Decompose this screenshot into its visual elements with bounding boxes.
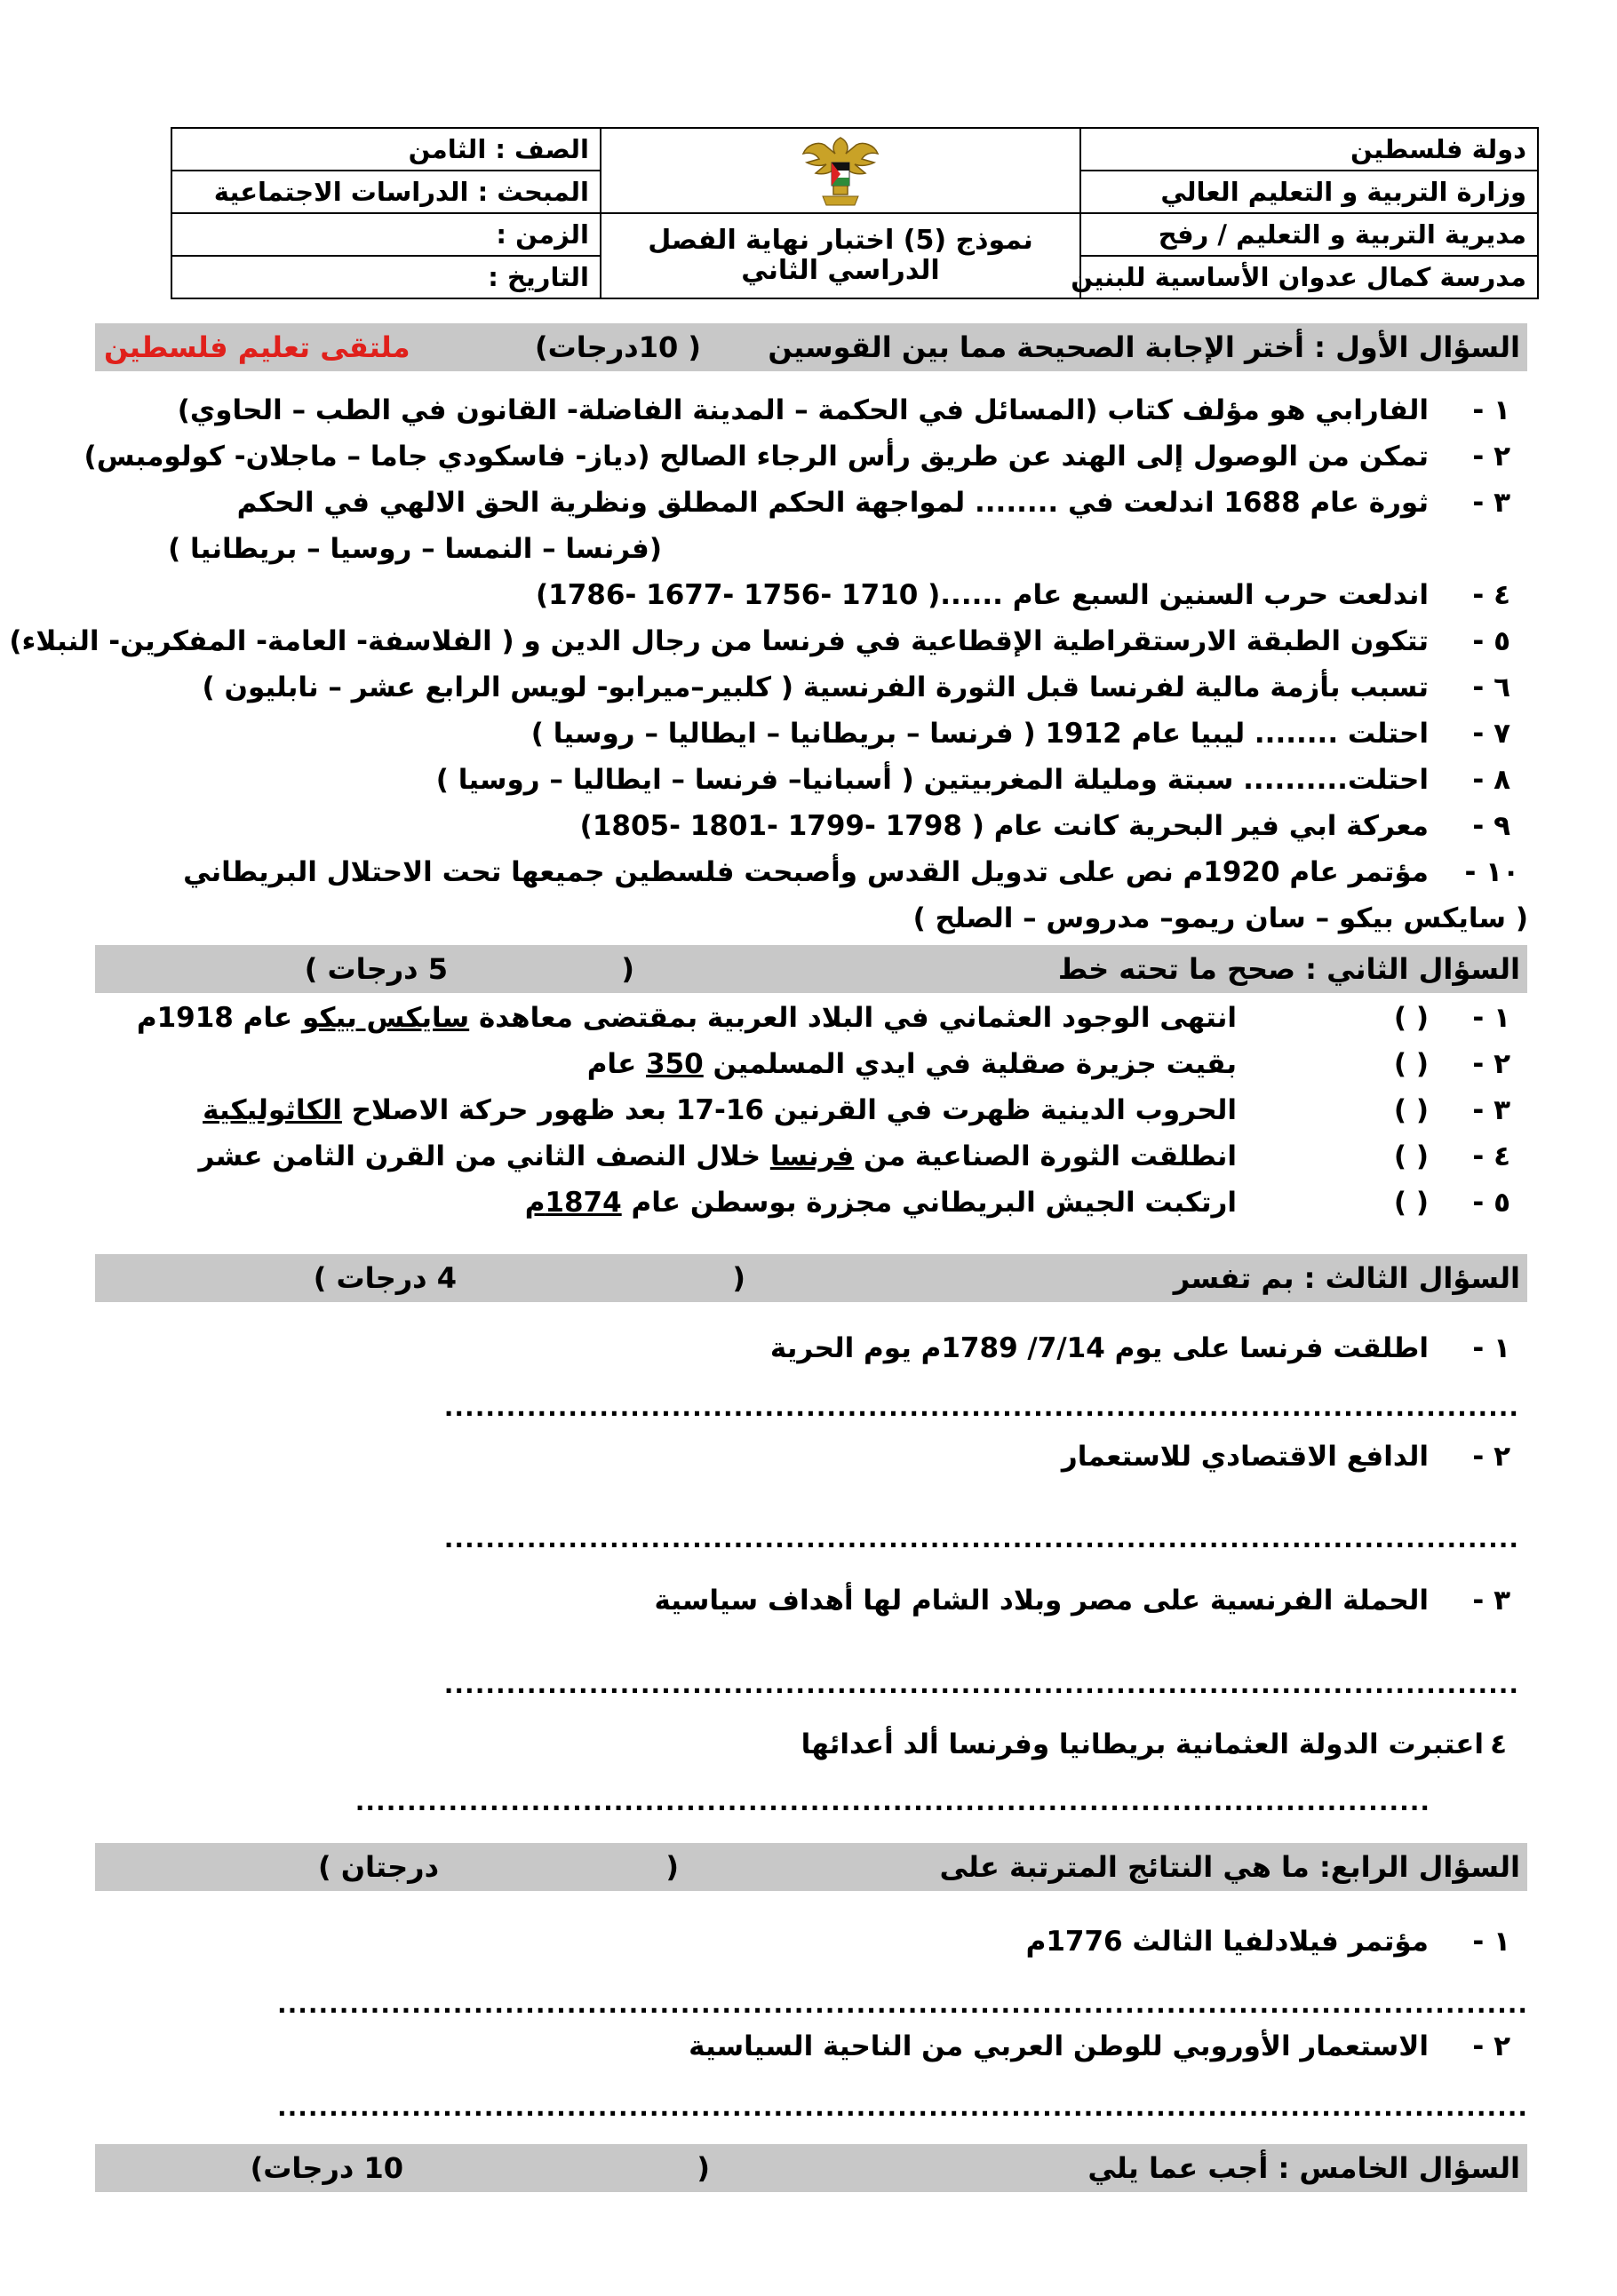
- q1-item-2-num: ٢ -: [1472, 441, 1510, 473]
- q2-title: السؤال الثاني : صحح ما تحته خط: [1057, 952, 1520, 986]
- q2-grade: 5 درجات ): [304, 952, 448, 986]
- q4-grade-open: (: [665, 1850, 679, 1884]
- q3-item-2: الدافع الاقتصادي للاستعمار: [1061, 1441, 1429, 1473]
- q1-item-2: تمكن من الوصول إلى الهند عن طريق رأس الرجاء الصالح (دياز- فاسكودي جاما – ماجلان- كولومبس): [84, 441, 1429, 473]
- q1-item-10: مؤتمر عام 1920م نص على تدويل القدس وأصبحت فلسطين جميعها تحت الاحتلال البريطاني: [183, 856, 1429, 888]
- q2-item-2-num: ٢ -: [1472, 1048, 1510, 1080]
- q3-item-4-num: ٤: [1490, 1728, 1507, 1760]
- q3-answer-line-2[interactable]: ........................................................................................................: [443, 1524, 1519, 1553]
- q2-item-4: انطلقت الثورة الصناعية من فرنسا خلال النصف الثاني من القرن الثامن عشر: [198, 1140, 1237, 1172]
- q1-item-5: تتكون الطبقة الارستقراطية الإقطاعية في فرنسا من رجال الدين و ( الفلاسفة- العامة- المفكرين- النبلاء): [9, 625, 1429, 657]
- q2-item-1-num: ١ -: [1472, 1002, 1510, 1034]
- q1-bar: [95, 323, 1527, 371]
- q2-item-5-num: ٥ -: [1472, 1187, 1510, 1219]
- q4-item-2-num: ٢ -: [1472, 2030, 1510, 2062]
- q3-item-1: اطلقت فرنسا على يوم 7/14/ 1789م يوم الحرية: [769, 1332, 1429, 1364]
- q2-item-1: انتهى الوجود العثماني في البلاد العربية بمقتضى معاهدة سايكس بيكو عام 1918م: [136, 1002, 1237, 1034]
- q4-answer-line-1[interactable]: .........................................................................................................................: [276, 1990, 1528, 2019]
- q3-answer-line-3[interactable]: ........................................................................................................: [443, 1670, 1519, 1699]
- q3-item-3: الحملة الفرنسية على مصر وبلاد الشام لها أهداف سياسية: [654, 1585, 1429, 1617]
- exam-title: نموذج (5) اختبار نهاية الفصل الدراسي الثاني: [601, 213, 1080, 298]
- brand-label: ملتقى تعليم فلسطين: [104, 330, 410, 364]
- q2-item-2-paren: ( ): [1393, 1048, 1429, 1080]
- q3-title: السؤال الثالث : بم تفسر: [1173, 1261, 1520, 1295]
- q4-answer-line-2[interactable]: .........................................................................................................................: [276, 2093, 1528, 2122]
- q1-item-10-options: ( سايكس بيكو – سان ريمو– مدروس – الصلح ): [912, 902, 1528, 934]
- q1-item-1-num: ١ -: [1472, 394, 1510, 426]
- q3-grade-open: (: [732, 1261, 745, 1295]
- header-date: التاريخ :: [171, 256, 601, 298]
- header-subject: المبحث : الدراسات الاجتماعية: [171, 171, 601, 213]
- q3-item-2-num: ٢ -: [1472, 1441, 1510, 1473]
- q1-item-6: تسبب بأزمة مالية لفرنسا قبل الثورة الفرنسية ( كلبير–ميرابو- لويس الرابع عشر – نابليون ): [202, 671, 1429, 703]
- q4-bar: [95, 1843, 1527, 1891]
- header-state: دولة فلسطين: [1080, 128, 1538, 171]
- q1-item-4-num: ٤ -: [1472, 579, 1510, 611]
- q4-title: السؤال الرابع: ما هي النتائج المترتبة على: [939, 1850, 1520, 1884]
- q3-item-1-num: ١ -: [1472, 1332, 1510, 1364]
- emblem-cell: [601, 128, 1080, 213]
- header-table: [171, 127, 1539, 299]
- q2-item-1-paren: ( ): [1393, 1002, 1429, 1034]
- q1-item-3-options: (فرنسا – النمسا – روسيا – بريطانيا ): [168, 533, 662, 565]
- q1-item-8: احتلت.......... سبتة ومليلة المغربيتين ( أسبانيا– فرنسا – ايطاليا – روسيا ): [435, 764, 1429, 796]
- header-school: مدرسة كمال عدوان الأساسية للبنين: [1080, 256, 1538, 298]
- q3-bar: [95, 1254, 1527, 1302]
- q2-item-3-num: ٣ -: [1472, 1094, 1510, 1126]
- q2-item-4-paren: ( ): [1393, 1140, 1429, 1172]
- q4-grade: درجتان ): [317, 1850, 439, 1884]
- q3-grade: 4 درجات ): [313, 1261, 457, 1295]
- q2-item-5: ارتكبت الجيش البريطاني مجزرة بوسطن عام 1874م: [524, 1187, 1237, 1219]
- q4-item-1-num: ١ -: [1472, 1926, 1510, 1958]
- q3-item-3-num: ٣ -: [1472, 1585, 1510, 1617]
- q5-bar: [95, 2144, 1527, 2192]
- q2-item-2: بقيت جزيرة صقلية في ايدي المسلمين 350 عام: [586, 1048, 1237, 1080]
- q3-answer-line-4[interactable]: ........................................................................................................: [354, 1787, 1430, 1816]
- q2-item-4-num: ٤ -: [1472, 1140, 1510, 1172]
- q5-grade: 10 درجات): [250, 2151, 403, 2185]
- q2-item-5-paren: ( ): [1393, 1187, 1429, 1219]
- q3-item-4: اعتبرت الدولة العثمانية بريطانيا وفرنسا ألد أعدائها: [801, 1728, 1484, 1760]
- q1-item-7: احتلت ........ ليبيا عام 1912 ( فرنسا – بريطانيا – ايطاليا – روسيا ): [530, 718, 1429, 750]
- q1-item-5-num: ٥ -: [1472, 625, 1510, 657]
- q1-item-3: ثورة عام 1688 اندلعت في ........ لمواجهة الحكم المطلق ونظرية الحق الالهي في الحكم: [236, 487, 1429, 519]
- q3-answer-line-1[interactable]: ........................................................................................................: [443, 1393, 1519, 1422]
- q4-item-2: الاستعمار الأوروبي للوطن العربي من الناحية السياسية: [689, 2030, 1429, 2062]
- header-grade: الصف : الثامن: [171, 128, 601, 171]
- palestine-eagle-emblem-icon: [798, 132, 883, 209]
- header-time: الزمن :: [171, 213, 601, 256]
- q1-grade: ( 10درجات): [535, 330, 701, 364]
- q5-title: السؤال الخامس : أجب عما يلي: [1087, 2151, 1520, 2185]
- header-directorate: مديرية التربية و التعليم / رفح: [1080, 213, 1538, 256]
- q1-item-1: الفارابي هو مؤلف كتاب (المسائل في الحكمة – المدينة الفاضلة- القانون في الطب – الحاوي): [177, 394, 1429, 426]
- q1-item-9-num: ٩ -: [1472, 810, 1510, 842]
- q2-item-3: الحروب الدينية ظهرت في القرنين 16-17 بعد ظهور حركة الاصلاح الكاثوليكية: [203, 1094, 1237, 1126]
- q1-item-10-num: ١٠ -: [1464, 856, 1519, 888]
- q1-item-8-num: ٨ -: [1472, 764, 1510, 796]
- q1-item-3-num: ٣ -: [1472, 487, 1510, 519]
- header-ministry: وزارة التربية و التعليم العالي: [1080, 171, 1538, 213]
- q1-item-6-num: ٦ -: [1472, 671, 1510, 703]
- q1-title: السؤال الأول : أختر الإجابة الصحيحة مما بين القوسين: [768, 330, 1520, 364]
- q1-item-9: معركة ابي فير البحرية كانت عام ( 1798 -1799 -1801 -1805): [579, 810, 1429, 842]
- q1-item-4: اندلعت حرب السنين السبع عام ......( 1710 -1756 -1677 -1786): [536, 579, 1429, 611]
- q2-bar: [95, 945, 1527, 993]
- q1-item-7-num: ٧ -: [1472, 718, 1510, 750]
- q2-item-3-paren: ( ): [1393, 1094, 1429, 1126]
- q2-grade-open: (: [621, 952, 634, 986]
- q4-item-1: مؤتمر فيلادلفيا الثالث 1776م: [1025, 1926, 1429, 1958]
- q5-grade-open: (: [697, 2151, 710, 2185]
